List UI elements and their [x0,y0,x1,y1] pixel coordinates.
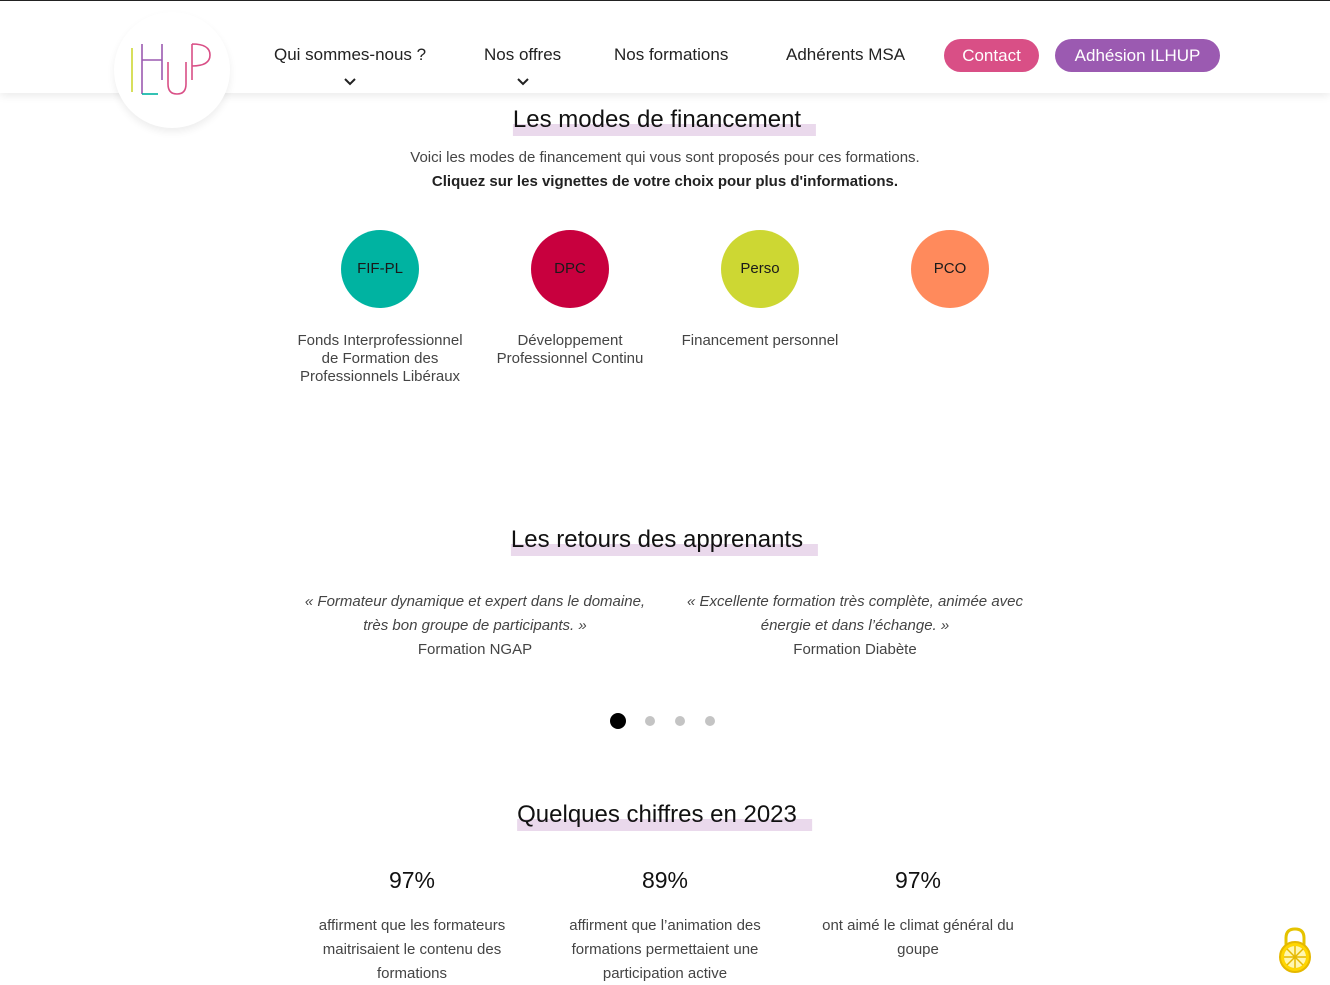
fund-description: Financement personnel [681,332,839,349]
chiffres-title-text: Quelques chiffres en 2023 [517,801,797,828]
chiffres-title [517,801,797,829]
stat-value: 89% [641,867,689,893]
testimonial-source: Formation Diabète [793,641,917,658]
chevron-down-icon [344,71,356,91]
stat-label: affirment que les formateurs maitrisaient le contenu des formations [318,917,506,982]
stat-card [803,867,1033,962]
retours-title-text: Les retours des apprenants [510,526,804,553]
testimonial-card [675,590,1035,662]
financement-intro-bold: Cliquez sur les vignettes de votre choix pour plus d'informations. [431,173,899,190]
fund-card-fif-pl[interactable] [290,230,470,386]
fund-description: Fonds Interprofessionnel de Formation des Professionnels Libéraux [297,332,463,385]
testimonial-quote: « Formateur dynamique et expert dans le domaine, très bon groupe de participants. » [304,593,646,634]
financement-intro: Voici les modes de financement qui vous sont proposés pour ces formations. [410,149,920,166]
stat-value: 97% [388,867,436,893]
stat-card [297,867,527,985]
testimonial-card [295,590,655,662]
nav-nos-formations-label: Nos formations [614,45,729,64]
nav-qui-sommes-nous-label: Qui sommes-nous ? [274,45,427,64]
fund-circle[interactable]: FIF-PL [341,230,419,308]
fund-circle[interactable]: DPC [531,230,609,308]
adhesion-button[interactable] [1055,39,1220,72]
fund-card-pco[interactable] [860,230,1040,332]
testimonial-source: Formation NGAP [417,641,533,658]
testimonial-quote: « Excellente formation très complète, animée avec énergie et dans l’échange. » [687,593,1023,634]
contact-button-label: Contact [962,46,1021,65]
financement-title-text: Les modes de financement [512,106,802,133]
financement-title [513,106,801,134]
nav-adherents-msa[interactable] [786,45,905,65]
nav-nos-offres-label: Nos offres [484,45,562,64]
stat-label: ont aimé le climat général du goupe [822,917,1014,958]
nav-adherents-msa-label: Adhérents MSA [786,45,906,64]
fund-description: Développement Professionnel Continu [496,332,644,367]
adhesion-button-label: Adhésion ILHUP [1074,46,1201,65]
ilhup-logo-icon [128,40,218,110]
cookie-lock-icon[interactable] [1276,925,1314,975]
chevron-down-icon [517,71,529,91]
fund-circle[interactable]: Perso [721,230,799,308]
fund-card-dpc[interactable] [480,230,660,368]
stat-card [550,867,780,985]
carousel-dot-1[interactable] [610,713,626,729]
retours-title [511,526,803,554]
fund-card-perso[interactable] [670,230,850,350]
stat-value: 97% [894,867,942,893]
carousel-dot-2[interactable] [645,716,655,726]
carousel-dot-4[interactable] [705,716,715,726]
carousel-dot-3[interactable] [675,716,685,726]
nav-nos-formations[interactable] [614,45,728,65]
stat-label: affirment que l’animation des formations permettaient une participation active [569,917,761,982]
site-logo[interactable] [114,12,230,128]
nav-nos-offres[interactable] [484,45,561,65]
nav-qui-sommes-nous[interactable] [274,45,426,65]
fund-circle[interactable]: PCO [911,230,989,308]
contact-button[interactable] [944,39,1039,72]
